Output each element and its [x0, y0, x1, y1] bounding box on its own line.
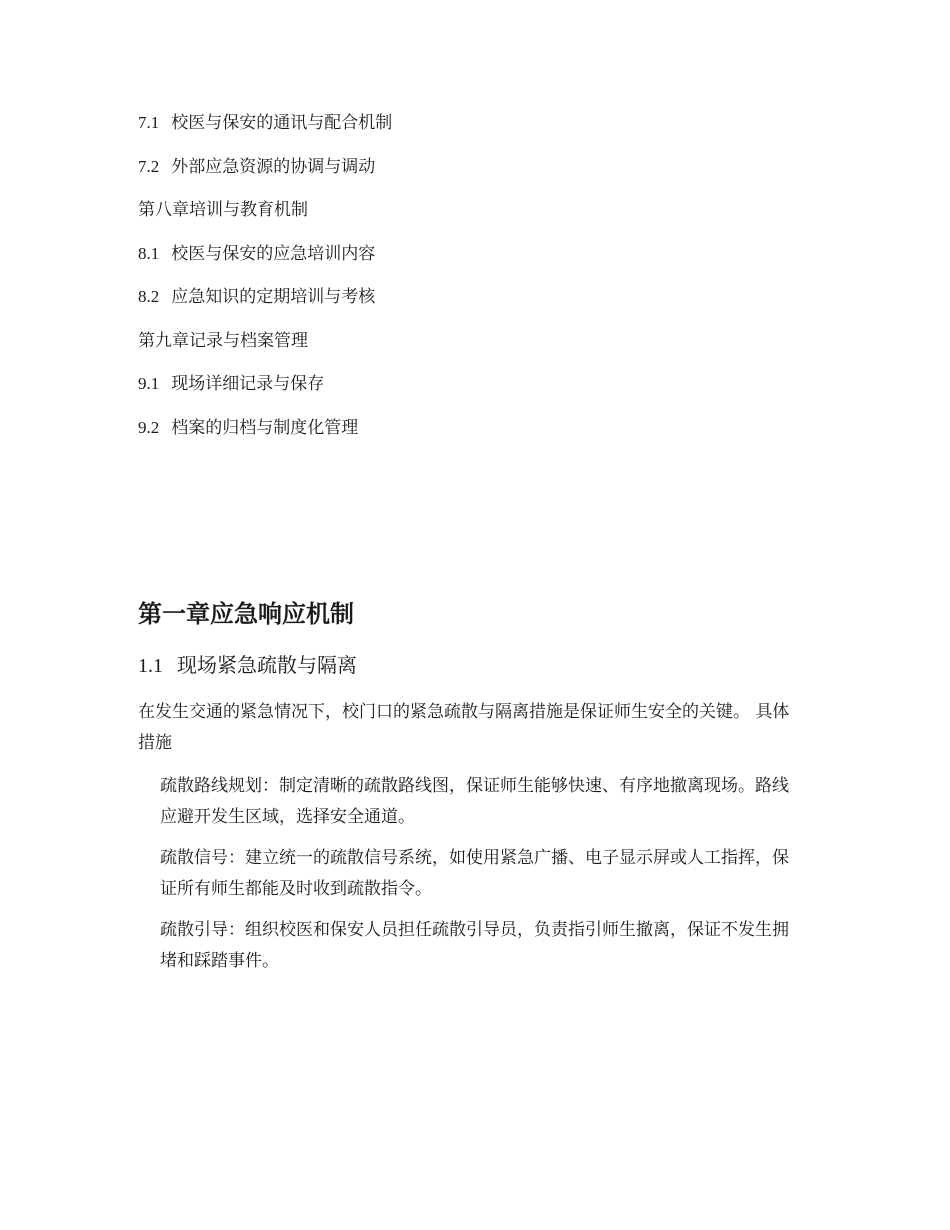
toc-item-number: 9.2 — [138, 417, 160, 437]
toc-item — [138, 371, 818, 415]
toc-item-text: 校医与保安的通讯与配合机制 — [171, 113, 393, 133]
section-number: 1.1 — [138, 655, 163, 677]
toc-item-number: 7.2 — [138, 156, 160, 176]
measure-item: 疏散路线规划：制定清晰的疏散路线图，保证师生能够快速、有序地撤离现场。路线应避开发生区域，选择安全通道。 — [160, 776, 789, 827]
toc-item-text: 校医与保安的应急培训内容 — [171, 243, 376, 264]
measure-item: 疏散引导：组织校医和保安人员担任疏散引导员，负责指引师生撤离，保证不发生拥堵和踩踏事件。 — [160, 920, 789, 971]
toc-chapter-heading — [138, 197, 818, 241]
toc-item-number: 9.1 — [138, 374, 160, 393]
section-heading — [138, 650, 803, 681]
chapter-title: 第一章应急响应机制 — [138, 600, 354, 628]
toc-item-text: 现场详细记录与保存 — [171, 374, 325, 394]
toc-item-text: 外部应急资源的协调与调动 — [171, 156, 376, 177]
intro-paragraph: 在发生交通的紧急情况下，校门口的紧急疏散与隔离措施是保证师生安全的关键。 具体措施 — [138, 702, 790, 753]
toc-item-text: 第八章培训与教育机制 — [138, 200, 308, 220]
toc-item — [138, 154, 818, 198]
toc-item-number: 8.2 — [138, 287, 160, 306]
toc-item-number: 7.1 — [138, 113, 160, 132]
toc-item — [138, 415, 818, 459]
toc-item-number: 8.1 — [138, 243, 160, 263]
toc-item-text: 档案的归档与制度化管理 — [171, 417, 359, 438]
toc-item-text: 第九章记录与档案管理 — [138, 330, 308, 351]
toc-chapter-heading — [138, 328, 818, 372]
toc-item-text: 应急知识的定期培训与考核 — [171, 287, 376, 307]
section-title: 现场紧急疏散与隔离 — [177, 653, 357, 677]
measure-item: 疏散信号：建立统一的疏散信号系统，如使用紧急广播、电子显示屏或人工指挥，保证所有师生都能及时收到疏散指令。 — [160, 848, 789, 899]
chapter-content — [138, 596, 803, 987]
toc-item — [138, 241, 818, 285]
table-of-contents — [138, 110, 818, 458]
toc-item — [138, 110, 818, 154]
toc-item — [138, 284, 818, 328]
